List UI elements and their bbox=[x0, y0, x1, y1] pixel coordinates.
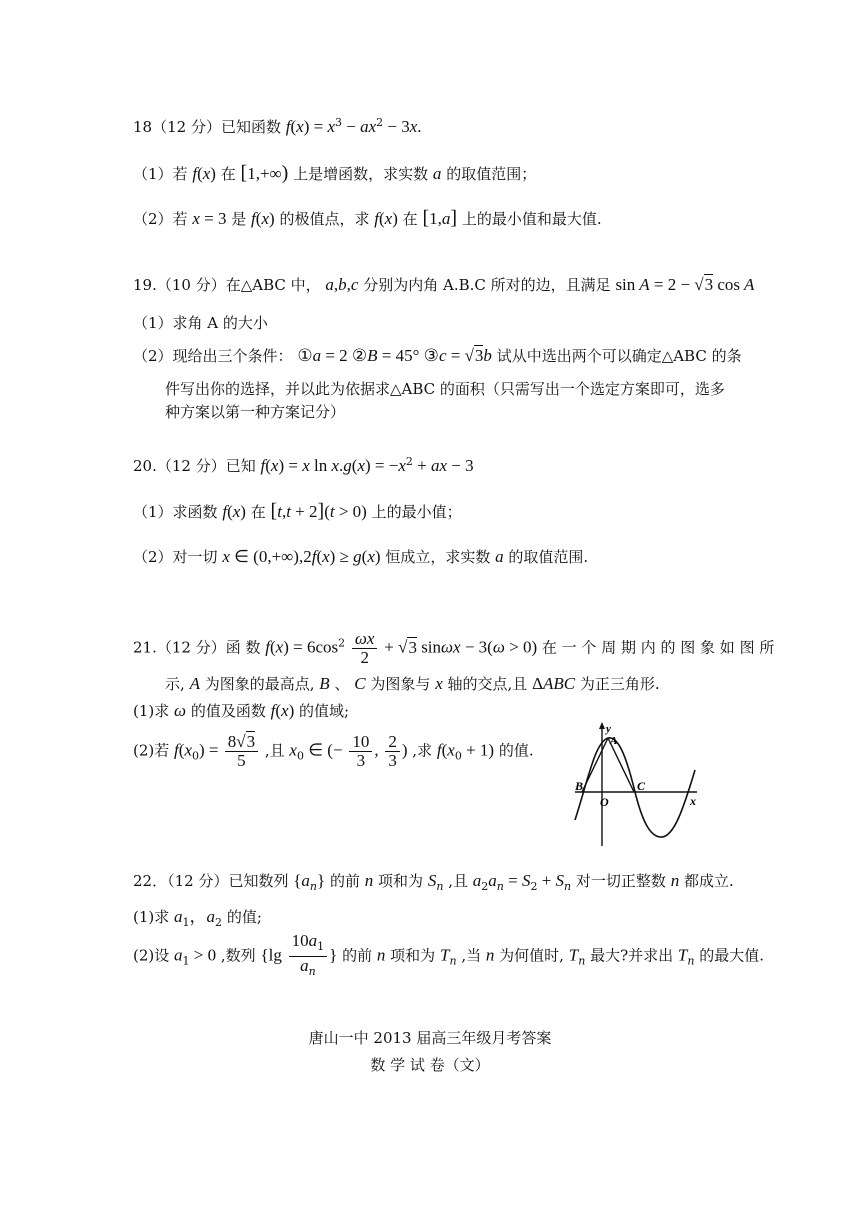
q22-part2: (2)设 $a_1 > 0$ ,数列 {lg $\frac{10a_1}{a_n}$ } 的前 n 项和为 $T_n$ ,当 n 为何值时, $T_n$ 最大?并求出 $T_n$ 的最大值. bbox=[133, 931, 765, 978]
q22-part1: (1)求 $a_1$，$a_2$ 的值; bbox=[133, 907, 262, 929]
q19-part2-line3: 种方案以第一种方案记分） bbox=[165, 403, 346, 421]
label-a: A bbox=[610, 735, 618, 747]
q21-part1: (1)求 ω 的值及函数 f(x) 的值域; bbox=[133, 701, 350, 720]
q20-part2: （2）对一切 x ∈ (0,+∞),2f(x) ≥ g(x) 恒成立，求实数 a 的取值范围. bbox=[133, 547, 589, 566]
q22-title: 22．（12 分）已知数列 $\{a_n\}$ 的前 n 项和为 $S_n$ ,且 $a_2a_n = S_2 + S_n$ 对一切正整数 n 都成立. bbox=[133, 871, 734, 893]
label-o: O bbox=[600, 795, 609, 809]
label-y: y bbox=[606, 723, 611, 735]
q21-line2: 示, A 为图象的最高点, B 、 C 为图象与 x 轴的交点,且 ΔABC 为正三角形. bbox=[165, 674, 660, 693]
q19-part2: （2）现给出三个条件： ①a = 2 ②B = 45° ③c = √3b 试从中选出两个可以确定△ABC 的条 bbox=[133, 346, 742, 365]
q21-graph bbox=[570, 720, 705, 850]
sine-curve bbox=[575, 738, 695, 837]
q20-title: 20.（12 分）已知 f(x) = x $\ln x.g(x) = -x^2$ + ax − 3 bbox=[133, 455, 474, 475]
q18-part1: （1）若 f(x) 在 [1,+∞) 上是增函数，求实数 a 的取值范围； bbox=[133, 162, 537, 184]
q21-part2: (2)若 $f(x_0)$ = $\frac{8√3}{5}$ ,且 $x_0$ ∈ (− $\frac{10}{3}$ , $\frac{2}{3}$ ) ,求 $f(x_0 + 1)$ 的值. bbox=[133, 732, 534, 770]
q20-part1: （1）求函数 f(x) 在 [t,t + 2](t > 0) 上的最小值； bbox=[133, 500, 462, 522]
q19-part2-line2: 件写出你的选择，并以此为依据求△ABC 的面积（只需写出一个选定方案即可，选多 bbox=[165, 380, 725, 398]
label-b: B bbox=[575, 779, 584, 793]
answer-title: 唐山一中 2013 届高三年级月考答案 bbox=[308, 1029, 552, 1047]
triangle-side-ba bbox=[582, 738, 608, 792]
q18-title: 18（12 分）已知函数 $f(x) = x^3 - ax^2 - 3x$. bbox=[133, 116, 422, 136]
answer-subtitle: 数 学 试 卷（文） bbox=[370, 1056, 490, 1074]
label-x: x bbox=[690, 794, 696, 808]
y-axis-arrow bbox=[599, 722, 605, 729]
q18-part2: （2）若 x = 3 是 f(x) 的极值点，求 f(x) 在 [1,a] 上的最小值和最大值. bbox=[133, 207, 602, 229]
label-c: C bbox=[637, 779, 646, 793]
q19-part1: （1）求角 A 的大小 bbox=[133, 314, 268, 332]
q19-title: 19.（10 分）在△ABC 中， a,b,c 分别为内角 A.B.C 所对的边，且满足 sin A = 2 − √3 cos A bbox=[133, 275, 755, 294]
q21-title: 21.（12 分）函 数 $f(x) = 6\cos^2$ $\frac{\omega x}{2}$ + √3 sinωx − 3(ω > 0) 在 一 个 周 期 内 的 图 象 如 图 所 bbox=[133, 629, 775, 667]
